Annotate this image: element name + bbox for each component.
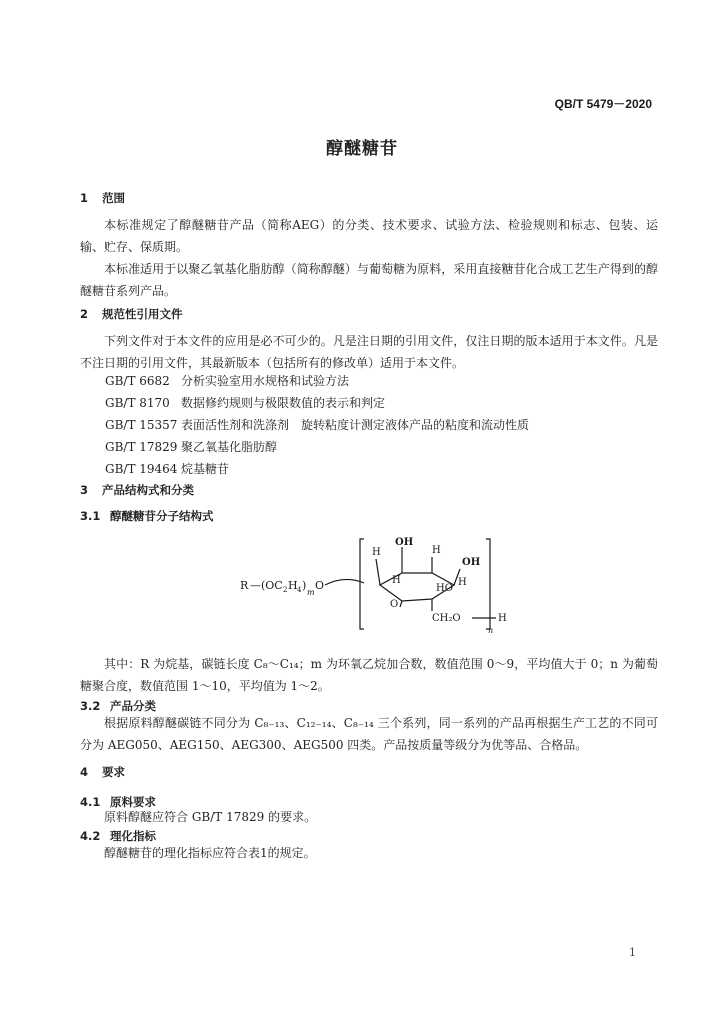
section-title: 范围: [102, 191, 125, 205]
formula-n: n: [488, 626, 494, 635]
formula-h4: H: [458, 577, 467, 588]
section-number: 3.1: [80, 509, 101, 523]
reference-item: [105, 416, 529, 433]
section-4-1-paragraph: 原料醇醚应符合 GB/T 17829 的要求。: [104, 810, 317, 824]
section-2-paragraph: 下列文件对于本文件的应用是必不可少的。凡是注日期的引用文件，仅注日期的版本适用于本文件。凡是不注日期的引用文件，其最新版本（包括所有的修改单）适用于本文件。: [80, 334, 658, 370]
standard-number: QB/T 5479－2020: [554, 97, 652, 111]
reference-title: 分析实验室用水规格和试验方法: [181, 374, 350, 388]
reference-title: 表面活性剂和洗涤剂 旋转粘度计测定液体产品的粘度和流动性质: [181, 418, 530, 432]
section-number: 3: [80, 483, 89, 497]
formula-h2: H: [372, 547, 381, 558]
reference-title: 烷基糖苷: [181, 462, 230, 476]
section-title: 产品结构式和分类: [102, 483, 194, 497]
molecular-structure-formula: [240, 525, 540, 645]
formula-r-group: R: [240, 579, 249, 592]
section-3-1-heading: [80, 508, 214, 524]
formula-bonds: [325, 539, 496, 629]
formula-chain-open: —(OC: [250, 579, 283, 592]
section-number: 3.2: [80, 699, 101, 713]
formula-ch2o: CH₂O: [432, 613, 461, 624]
formula-chain-close: ): [302, 579, 307, 592]
reference-item: [105, 394, 385, 411]
reference-title: 聚乙氧基化脂肪醇: [181, 440, 278, 454]
section-3-2-paragraph: 根据原料醇醚碳链不同分为 C₈₋₁₃、C₁₂₋₁₄、C₈₋₁₄ 三个系列，同一系列的产品再根据生产工艺的不同可分为 AEG050、AEG150、AEG300、AEG500 四类。产品按质量等级分为优等品、合格品。: [80, 716, 658, 752]
section-3-heading: [80, 482, 194, 498]
section-4-2-paragraph: 醇醚糖苷的理化指标应符合表1的规定。: [104, 846, 316, 860]
reference-code: GB/T 6682: [105, 374, 170, 388]
reference-code: GB/T 19464: [105, 462, 178, 476]
section-number: 2: [80, 307, 89, 321]
formula-h1: H: [432, 545, 441, 556]
formula-sub-2: 2: [283, 586, 288, 594]
section-title: 醇醚糖苷分子结构式: [110, 509, 214, 523]
section-title: 产品分类: [110, 699, 156, 713]
section-number: 4.2: [80, 829, 101, 843]
section-number: 4.1: [80, 795, 101, 809]
reference-item: [105, 372, 349, 389]
reference-code: GB/T 17829: [105, 440, 178, 454]
formula-note: 其中：R 为烷基，碳链长度 C₈～C₁₄；m 为环氧乙烷加合数，数值范围 0～9，平均值大于 0；n 为葡萄糖聚合度，数值范围 1～10，平均值为 1～2。: [80, 657, 658, 693]
reference-code: GB/T 8170: [105, 396, 170, 410]
section-2-heading: [80, 306, 183, 322]
section-title: 要求: [102, 765, 125, 779]
formula-h: H: [288, 579, 298, 592]
formula-oh-right: OH: [462, 557, 481, 568]
section-1-paragraph-1: 本标准规定了醇醚糖苷产品（简称AEG）的分类、技术要求、试验方法、检验规则和标志、包装、运输、贮存、保质期。: [80, 218, 658, 254]
section-1-paragraph-2: 本标准适用于以聚乙氧基化脂肪醇（简称醇醚）与葡萄糖为原料，采用直接糖苷化合成工艺生产得到的醇醚糖苷系列产品。: [80, 262, 658, 298]
section-number: 1: [80, 191, 89, 205]
section-title: 原料要求: [110, 795, 156, 809]
formula-m: m: [307, 588, 315, 597]
reference-item: [105, 460, 229, 477]
reference-item: [105, 438, 277, 455]
formula-oh-top: OH: [395, 537, 414, 548]
reference-title: 数据修约规则与极限数值的表示和判定: [181, 396, 386, 410]
formula-o-ring: O: [390, 599, 399, 610]
section-number: 4: [80, 765, 89, 779]
section-1-heading: [80, 190, 125, 206]
section-title: 规范性引用文件: [102, 307, 183, 321]
page-number: 1: [629, 946, 636, 959]
formula-oh-left: HO: [436, 583, 453, 594]
page-title: 醇醚糖苷: [326, 139, 398, 159]
formula-sub-4: 4: [297, 586, 302, 594]
formula-o-link: O: [315, 579, 325, 592]
formula-h3: H: [392, 575, 401, 586]
formula-h-end: H: [498, 613, 507, 624]
section-title: 理化指标: [110, 829, 156, 843]
section-4-heading: [80, 764, 125, 780]
reference-code: GB/T 15357: [105, 418, 178, 432]
